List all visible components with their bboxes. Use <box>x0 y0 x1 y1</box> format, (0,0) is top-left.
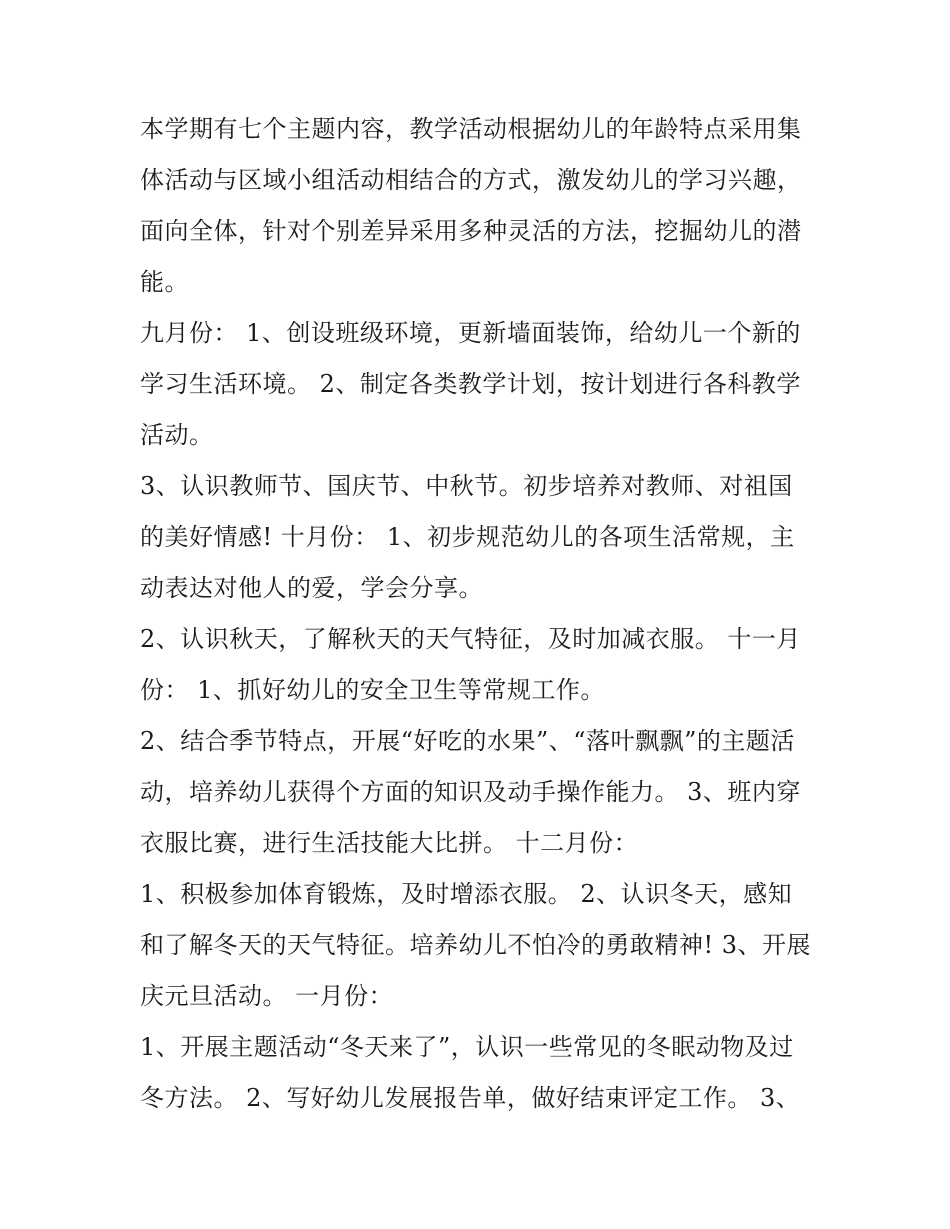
text-line: 的美好情感! 十月份： 1、初步规范幼儿的各项生活常规，主 <box>140 523 795 551</box>
text-line: 2、认识秋天，了解秋天的天气特征，及时加减衣服。 十一月 <box>140 625 801 653</box>
text-line: 能。 <box>140 268 189 296</box>
text-line: 动，培养幼儿获得个方面的知识及动手操作能力。 3、班内穿 <box>140 778 801 806</box>
text-line: 动表达对他人的爱，学会分享。 <box>140 574 483 602</box>
text-line: 1、积极参加体育锻炼，及时增添衣服。 2、认识冬天，感知 <box>140 880 793 908</box>
text-line: 冬方法。 2、写好幼儿发展报告单，做好结束评定工作。 3、 <box>140 1084 801 1112</box>
text-line: 体活动与区域小组活动相结合的方式，激发幼儿的学习兴趣， <box>140 166 802 194</box>
text-line: 庆元旦活动。 一月份： <box>140 982 394 1010</box>
text-line: 份： 1、抓好幼儿的安全卫生等常规工作。 <box>140 676 605 704</box>
text-line: 衣服比赛，进行生活技能大比拼。 十二月份： <box>140 829 639 857</box>
text-line: 和了解冬天的天气特征。培养幼儿不怕冷的勇敢精神! 3、开展 <box>140 931 812 959</box>
text-line: 面向全体，针对个别差异采用多种灵活的方法，挖掘幼儿的潜 <box>140 217 802 245</box>
text-line: 九月份： 1、创设班级环境，更新墙面装饰，给幼儿一个新的 <box>140 319 801 347</box>
text-line: 学习生活环境。 2、制定各类教学计划，按计划进行各科教学 <box>140 370 801 398</box>
text-line: 1、开展主题活动“冬天来了”，认识一些常见的冬眠动物及过 <box>140 1033 794 1061</box>
document-body <box>140 104 820 1124</box>
text-line: 活动。 <box>140 421 214 449</box>
text-line: 本学期有七个主题内容，教学活动根据幼儿的年龄特点采用集 <box>140 115 802 143</box>
text-line: 2、结合季节特点，开展“好吃的水果”、“落叶飘飘”的主题活 <box>140 727 795 755</box>
text-line: 3、认识教师节、国庆节、中秋节。初步培养对教师、对祖国 <box>140 472 793 500</box>
